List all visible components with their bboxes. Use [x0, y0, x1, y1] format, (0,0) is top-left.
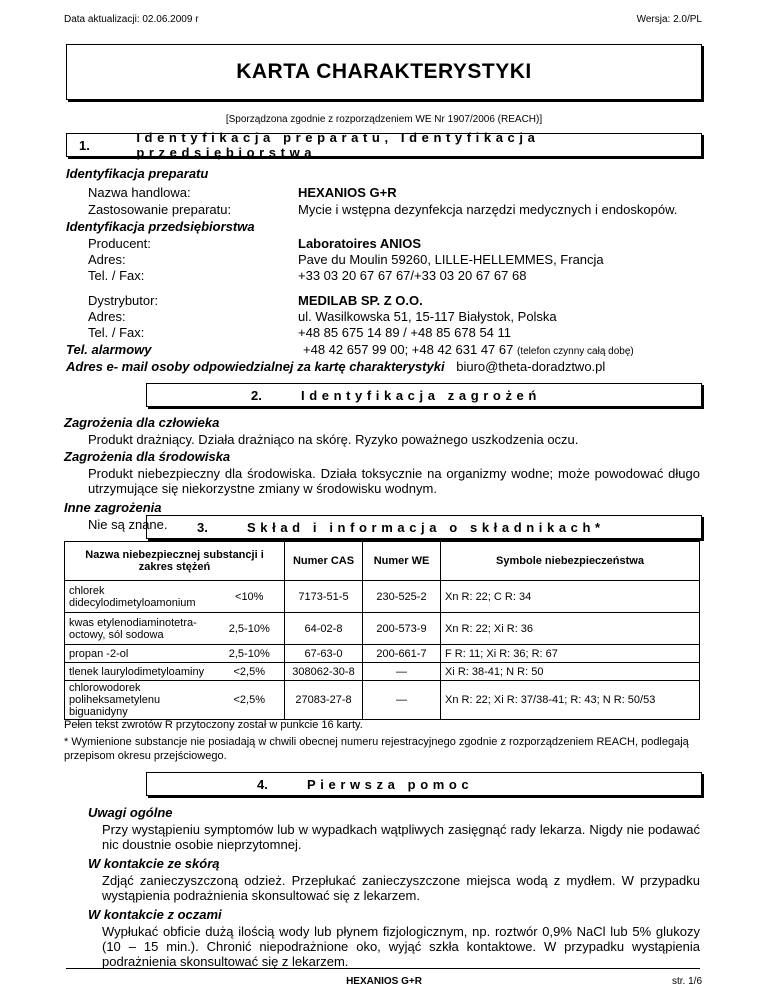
other-text: Nie są znane. [88, 517, 168, 532]
cell-conc: 2,5-10% [215, 645, 285, 663]
distributor-label: Dystrybutor: [88, 293, 159, 308]
use-label: Zastosowanie preparatu: [88, 202, 232, 217]
footer-product: HEXANIOS G+R [346, 976, 422, 987]
cell-cas: 64-02-8 [285, 613, 363, 645]
section-4-title: Pierwsza pomoc [307, 776, 474, 792]
cell-we: 200-573-9 [363, 613, 441, 645]
trade-label: Nazwa handlowa: [88, 185, 191, 200]
trade-value: HEXANIOS G+R [298, 185, 397, 200]
cell-name: kwas etylenodiaminotetra-octowy, sól sodowa [65, 613, 215, 645]
header-cas: Numer CAS [285, 542, 363, 581]
general-text: Przy wystąpieniu symptomów lub w wypadkach wątpliwych zasięgnąć rady lekarza. Nigdy nie podawać nic doustnie osobie nieprzytomnej. [102, 822, 700, 852]
cell-symbols: Xn R: 22; C R: 34 [441, 581, 700, 613]
section-2-title: Identyfikacja zagrożeń [301, 387, 541, 403]
header-substance: Nazwa niebezpiecznej substancji i zakres stężeń [65, 542, 285, 581]
section-2-number: 2. [251, 387, 262, 403]
composition-note-reach: * Wymienione substancje nie posiadają w chwili obecnej numeru rejestracyjnego zgodnie z rozporządzeniem REACH, podlegają przepisom okresu przejściowego. [64, 736, 689, 762]
section-1-header [66, 130, 702, 160]
email-row [66, 359, 605, 374]
section-3-number: 3. [197, 519, 208, 535]
cell-cas: 27083-27-8 [285, 681, 363, 720]
section-2-header [146, 383, 702, 407]
table-row [65, 581, 700, 613]
general-heading: Uwagi ogólne [88, 805, 173, 820]
cell-name: propan -2-ol [65, 645, 215, 663]
address-value: Pave du Moulin 59260, LILLE-HELLEMMES, Francja [298, 252, 604, 267]
table-row [65, 645, 700, 663]
dist-tel-label: Tel. / Fax: [88, 325, 145, 340]
producer-value: Laboratoires ANIOS [298, 236, 422, 251]
section-1-number: 1. [79, 137, 90, 153]
distributor-value: MEDILAB SP. Z O.O. [298, 293, 423, 308]
human-text: Produkt drażniący. Działa drażniąco na skórę. Ryzyko poważnego uszkodzenia oczu. [88, 432, 579, 447]
version: Wersja: 2.0/PL [636, 14, 702, 25]
env-heading: Zagrożenia dla środowiska [64, 449, 231, 464]
eyes-heading: W kontakcie z oczami [88, 907, 222, 922]
eyes-text: Wypłukać obficie dużą ilością wody lub płynem fizjologicznym, np. roztwór 0,9% NaCl lub 5% glukozy (10 – 15 min.). Chronić niepodrażnione oko, wyjąć szkła kontaktowe. W przypadku wystąpienia podrażnienia skonsultować się z lekarzem. [102, 924, 700, 969]
cell-symbols: Xn R: 22; Xi R: 37/38-41; R: 43; N R: 50/53 [441, 681, 700, 720]
document-title: KARTA CHARAKTERYSTYKI [236, 60, 532, 83]
cell-conc: <2,5% [215, 663, 285, 681]
cell-we: — [363, 681, 441, 720]
dist-address-label: Adres: [88, 309, 126, 324]
composition-note-r: Pełen tekst zwrotów R przytoczony został w punkcie 16 karty. [64, 719, 363, 731]
alarm-value: +48 42 657 99 00; +48 42 631 47 67 [303, 342, 514, 357]
use-value: Mycie i wstępna dezynfekcja narzędzi medycznych i endoskopów. [298, 202, 678, 217]
alarm-row [303, 342, 634, 357]
other-heading: Inne zagrożenia [64, 500, 162, 515]
document-subtitle: [Sporządzona zgodnie z rozporządzeniem WE Nr 1907/2006 (REACH)] [225, 114, 543, 125]
email-value[interactable]: biuro@theta-doradztwo.pl [456, 359, 606, 374]
cell-conc: <10% [215, 581, 285, 613]
skin-heading: W kontakcie ze skórą [88, 856, 220, 871]
alarm-note: (telefon czynny całą dobę) [517, 346, 634, 357]
cell-conc: <2,5% [215, 681, 285, 720]
header-symbols: Symbole niebezpieczeństwa [441, 542, 700, 581]
tel-label: Tel. / Fax: [88, 268, 145, 283]
prep-heading: Identyfikacja preparatu [66, 166, 209, 181]
alarm-label: Tel. alarmowy [66, 342, 152, 357]
section-1-title: Identyfikacja preparatu, Identyfikacja przedsiębiorstwa [136, 130, 540, 160]
cell-symbols: F R: 11; Xi R: 36; R: 67 [441, 645, 700, 663]
section-4-number: 4. [257, 776, 268, 792]
cell-we: 200-661-7 [363, 645, 441, 663]
cell-symbols: Xi R: 38-41; N R: 50 [441, 663, 700, 681]
cell-we: — [363, 663, 441, 681]
cell-we: 230-525-2 [363, 581, 441, 613]
table-row [65, 681, 700, 720]
footer-divider [66, 968, 700, 969]
section-3-header [146, 515, 702, 539]
cell-cas: 308062-30-8 [285, 663, 363, 681]
address-label: Adres: [88, 252, 126, 267]
section-3-title: Skład i informacja o składnikach* [247, 519, 605, 535]
email-label: Adres e- mail osoby odpowiedzialnej za kartę charakterystyki [66, 359, 445, 374]
env-text: Produkt niebezpieczny dla środowiska. Działa toksycznie na organizmy wodne; może powodować długo utrzymujące się niekorzystne zmiany w środowisku wodnym. [88, 466, 700, 496]
producer-label: Producent: [88, 236, 151, 251]
cell-symbols: Xn R: 22; Xi R: 36 [441, 613, 700, 645]
table-header-row [65, 542, 700, 581]
cell-cas: 7173-51-5 [285, 581, 363, 613]
cell-name: chlorowodorek poliheksametylenu biguanidyny [65, 681, 215, 720]
cell-name: chlorek didecylodimetyloamonium [65, 581, 215, 613]
table-row [65, 613, 700, 645]
footer-page: str. 1/6 [671, 976, 702, 987]
cell-conc: 2,5-10% [215, 613, 285, 645]
update-date: Data aktualizacji: 02.06.2009 r [64, 14, 199, 25]
composition-table [64, 541, 700, 720]
dist-address-value: ul. Wasilkowska 51, 15-117 Białystok, Polska [298, 309, 557, 324]
human-heading: Zagrożenia dla człowieka [64, 415, 220, 430]
document-title-box [66, 44, 702, 100]
cell-cas: 67-63-0 [285, 645, 363, 663]
table-row [65, 663, 700, 681]
skin-text: Zdjąć zanieczyszczoną odzież. Przepłukać zanieczyszczone miejsca wodą z mydłem. W przypadku wystąpienia podrażnienia skonsultować się z lekarzem. [102, 873, 700, 903]
cell-name: tlenek laurylodimetyloaminy [65, 663, 215, 681]
section-4-header [146, 772, 702, 796]
dist-tel-value: +48 85 675 14 89 / +48 85 678 54 11 [298, 325, 512, 340]
tel-value: +33 03 20 67 67 67/+33 03 20 67 67 68 [298, 268, 527, 283]
header-we: Numer WE [363, 542, 441, 581]
company-heading: Identyfikacja przedsiębiorstwa [66, 219, 255, 234]
